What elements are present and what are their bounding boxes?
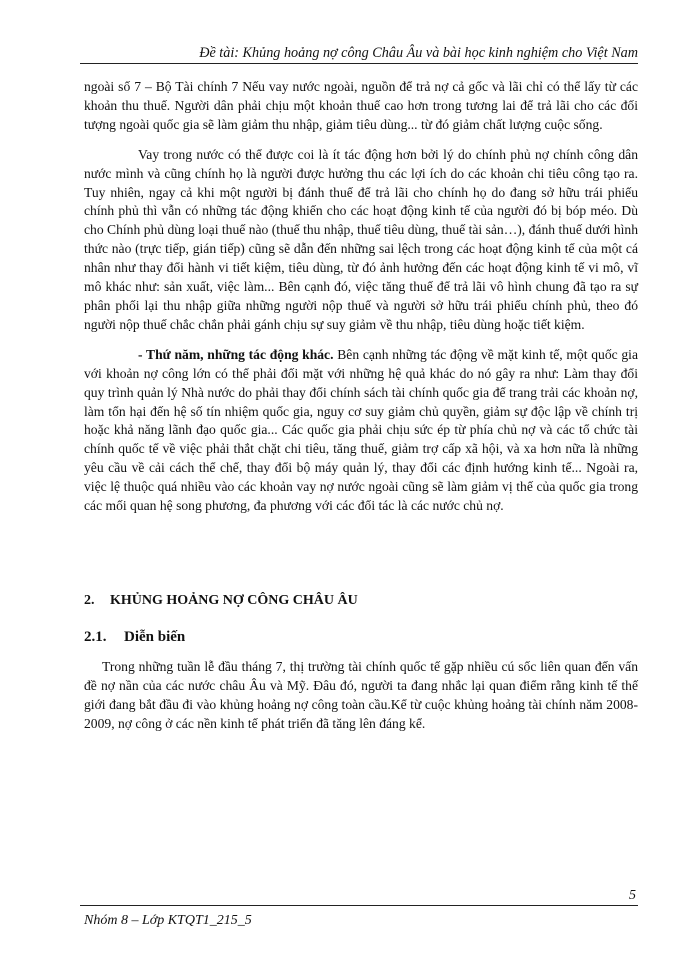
- subsection-content: [84, 658, 638, 745]
- section-number: 2.: [84, 593, 95, 608]
- paragraph-developments: Trong những tuần lễ đầu tháng 7, thị trường tài chính quốc tế gặp nhiều cú sốc liên quan đến vấn đề nợ nần của các nước châu Âu và Mỹ. Đâu đó, người ta đang nhắc lại quan điểm rằng kinh tế thế giới đang bắt đầu đi vào khủng hoảng nợ công toàn cầu.Kể từ cuộc khủng hoảng tài chính năm 2008-2009, nợ công ở các nền kinh tế phát triển đã tăng lên đáng kể.: [84, 659, 638, 731]
- paragraph-other-impacts-text: Bên cạnh những tác động về mặt kinh tế, một quốc gia với khoản nợ công lớn có thể phải đối mặt với những hệ quả khác do nó gây ra như: Làm thay đổi quy trình quản lý Nhà nước do phải thay đổi chính sách tài chính quốc gia để trang trải các khoản nợ, làm tổn hại đến hệ số tín nhiệm quốc gia, nguy cơ suy giảm chủ quyền, giảm sự độc lập về chính trị hoặc khả năng lãnh đạo quốc gia... Các quốc gia phải chịu sức ép từ phía chủ nợ và các tổ chức tài chính quốc tế về việc phải thắt chặt chi tiêu, tăng thuế, giảm trợ cấp xã hội, và xa hơn nữa là những yêu cầu về cải cách thể chế, thay đổi bộ máy quản lý, thay đổi các định hướng kinh tế... Ngoài ra, việc lệ thuộc quá nhiều vào các khoản vay nợ nước ngoài cũng sẽ làm giảm vị thế của quốc gia trong các mối quan hệ song phương, đa phương với các đối tác là các nước chủ nợ.: [84, 346, 638, 514]
- section-heading: [84, 593, 358, 609]
- header-divider: [80, 63, 638, 64]
- paragraph-foreign-debt: ngoài số 7 – Bộ Tài chính 7 Nếu vay nước ngoài, nguồn để trả nợ cả gốc và lãi chỉ có thể lấy từ các khoản thu thuế. Người dân phải chịu một khoản thuế cao hơn trong tương lai để trả lãi cho các đối tượng ngoài quốc gia sẽ làm giảm thu nhập, giảm tiêu dùng... từ đó giảm chất lượng cuộc sống.: [84, 79, 638, 132]
- page-number: 5: [629, 888, 636, 903]
- subsection-heading: [84, 629, 185, 646]
- body-content: [84, 78, 638, 527]
- paragraph-domestic-debt: Vay trong nước có thể được coi là ít tác động hơn bởi lý do chính phủ nợ chính công dân nước mình và cũng chính họ là người được hưởng thu các lợi ích do các khoản chi tiêu công tạo ra. Tuy nhiên, ngay cả khi một người bị đánh thuế để trả lãi cho chính họ do đang sở hữu trái phiếu chính phủ thì vẫn có những tác động khiến cho các hoạt động kinh tế của người đó bị bóp méo. Dù cho Chính phủ dùng loại thuế nào (thuế thu nhập, thuế tiêu dùng, thuế tài sản…), đánh thuế dưới hình thức nào (trực tiếp, gián tiếp) cũng sẽ dẫn đến những sai lệch trong các hoạt động kinh tế của một cá nhân như thay đổi hành vi tiết kiệm, tiêu dùng, từ đó ảnh hưởng đến các hoạt động kinh tế vi mô, vĩ mô khác như: sản xuất, việc làm... Bên cạnh đó, việc tăng thuế để trả lãi vô hình chung đã tạo ra sự phân phối lại thu nhập giữa những người nộp thuế và người sở hữu trái phiếu chính phủ, theo đó người nộp thuế chắc chắn phải gánh chịu sự suy giảm về thu nhập, tiêu dùng hoặc tiết kiệm.: [84, 146, 638, 332]
- paragraph-other-impacts: [84, 346, 638, 516]
- paragraph-lead-bold: - Thứ năm, những tác động khác.: [138, 346, 334, 362]
- subsection-title: Diễn biến: [124, 629, 186, 645]
- page-footer-text: Nhóm 8 – Lớp KTQT1_215_5: [84, 913, 252, 928]
- page-header-title: Đề tài: Khủng hoảng nợ công Châu Âu và bài học kinh nghiệm cho Việt Nam: [199, 45, 638, 61]
- subsection-number: 2.1.: [84, 629, 107, 645]
- footer-divider: [80, 905, 638, 906]
- section-title: KHỦNG HOẢNG NỢ CÔNG CHÂU ÂU: [110, 593, 358, 608]
